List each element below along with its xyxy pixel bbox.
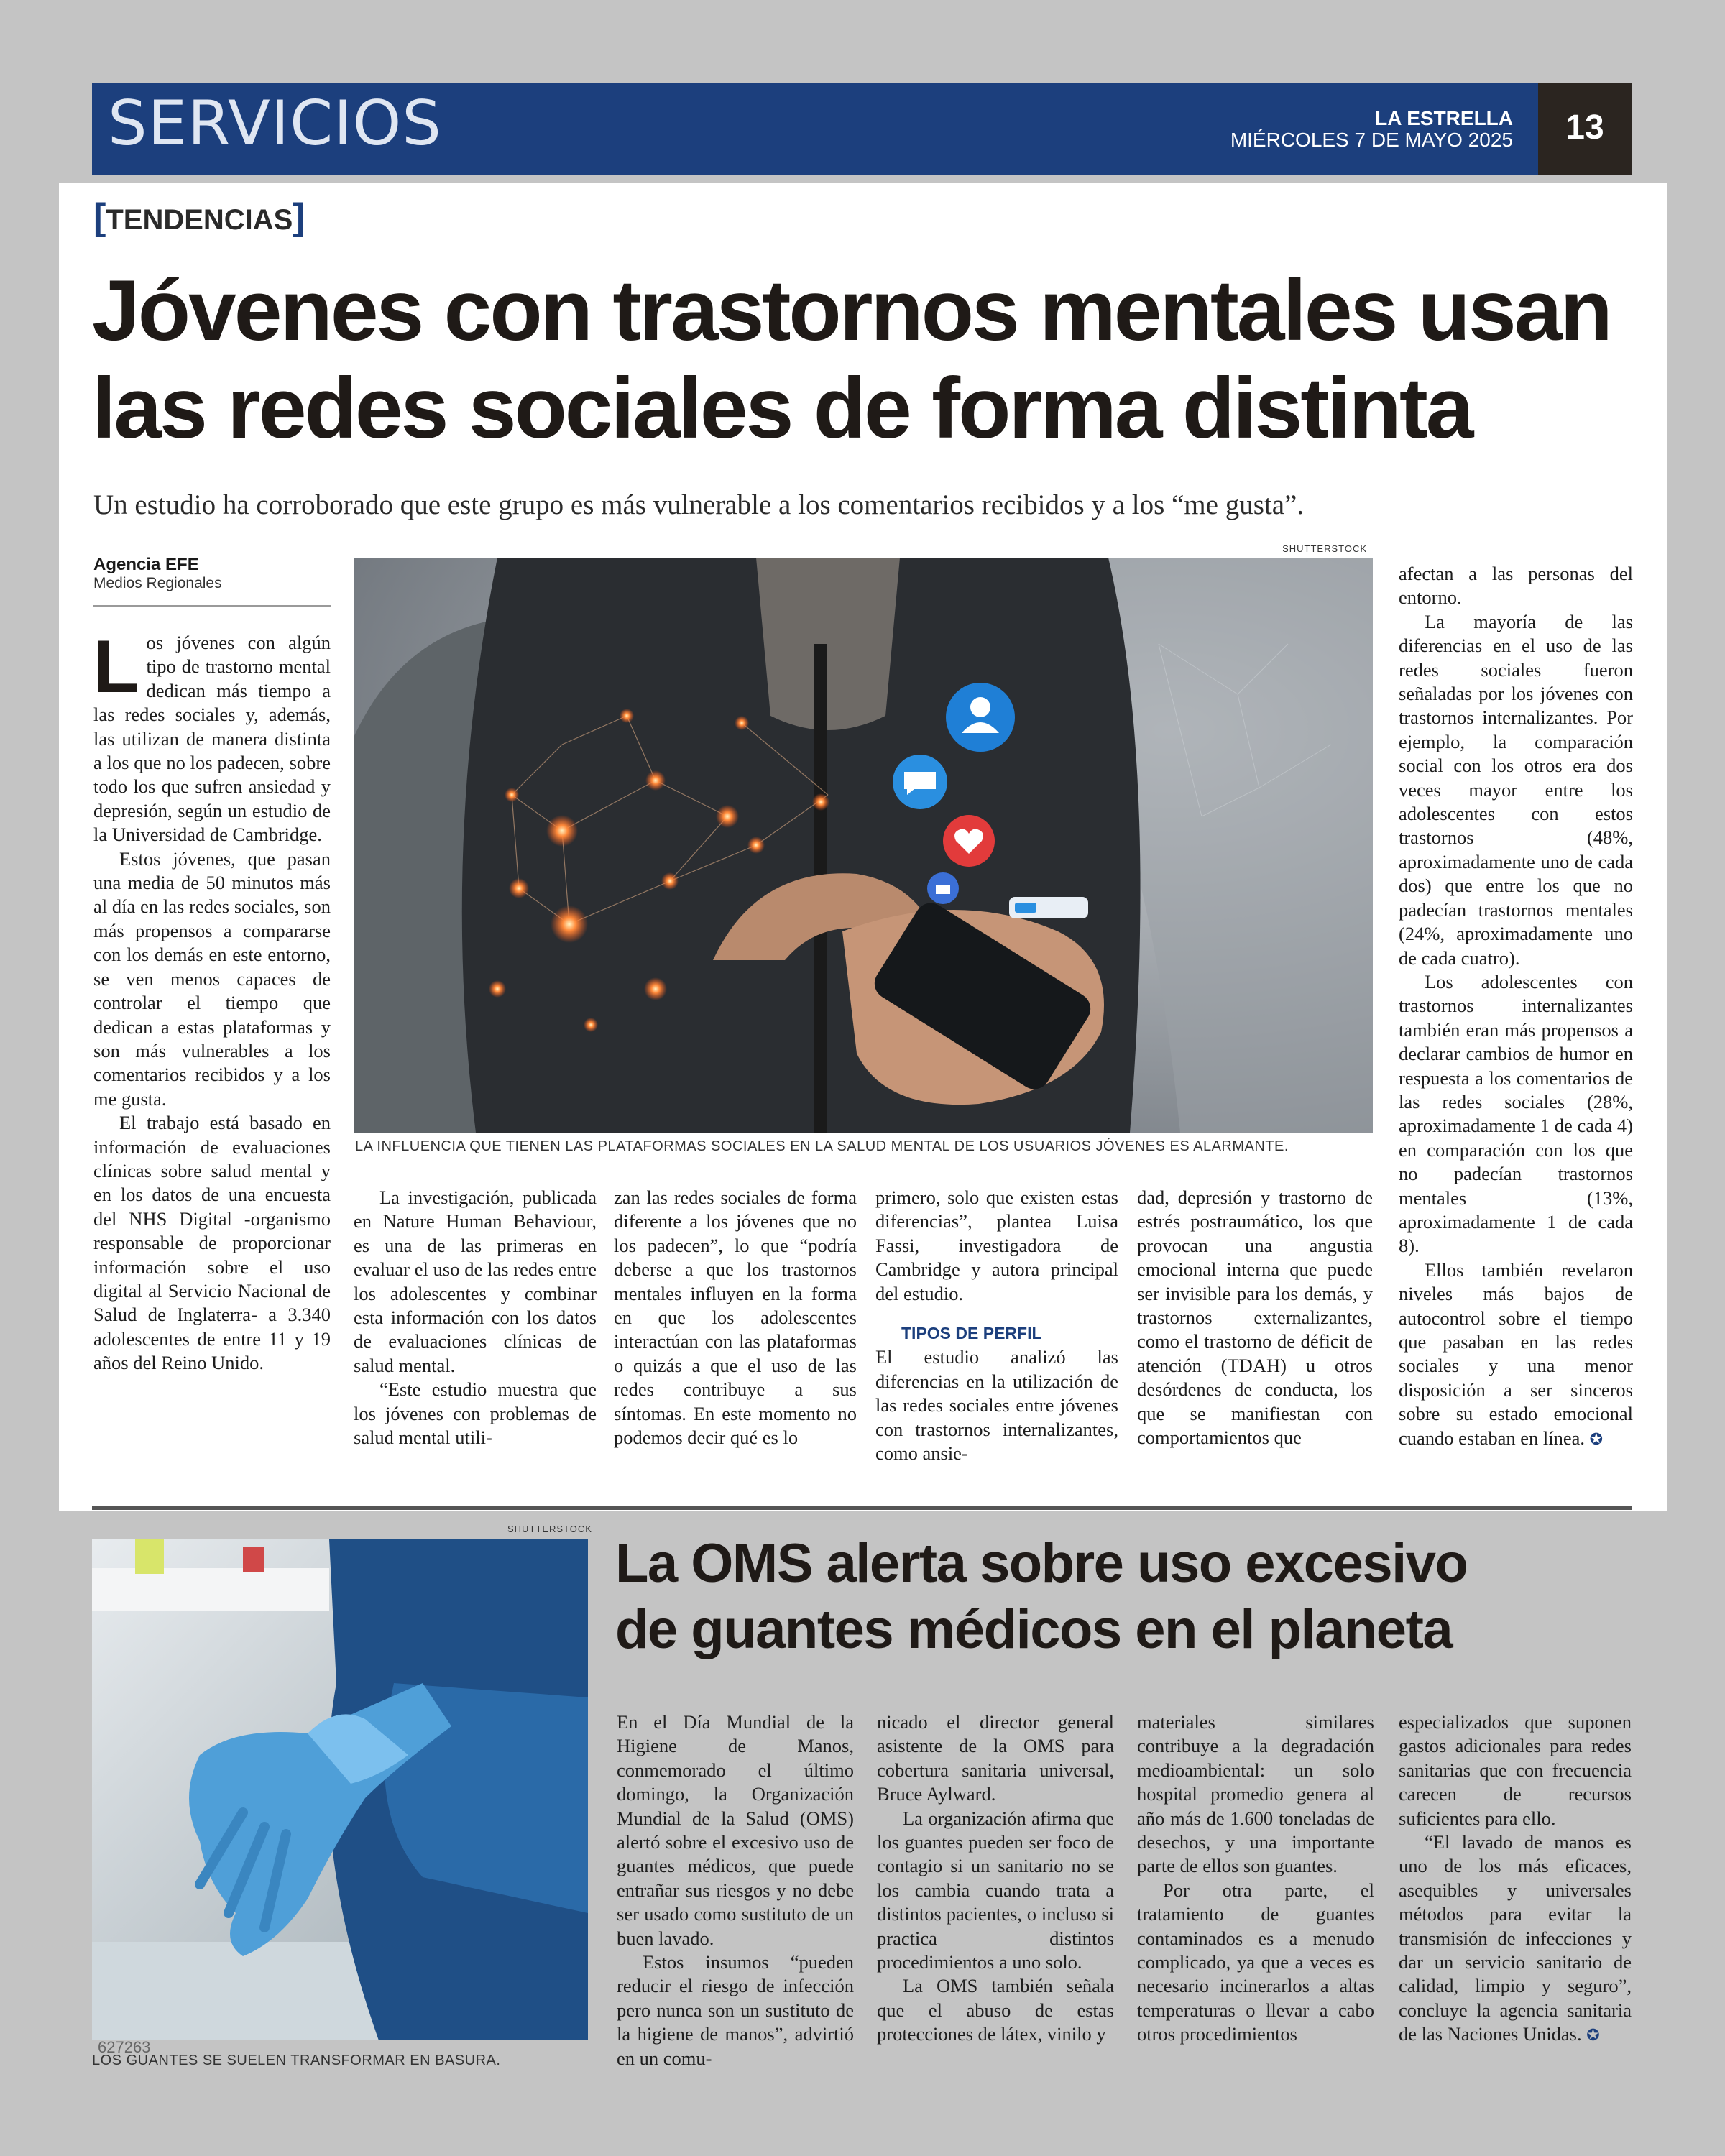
kicker-bracket-open: [	[93, 196, 106, 238]
photo-caption: LA INFLUENCIA QUE TIENEN LAS PLATAFORMAS SOCIALES EN LA SALUD MENTAL DE LOS USUARIOS JÓVENES ES ALARMANTE.	[355, 1138, 1289, 1154]
article-divider	[92, 1506, 1632, 1510]
kicker-bracket-close: ]	[293, 196, 305, 238]
subsection-heading: TIPOS DE PERFIL	[901, 1324, 1042, 1343]
end-mark-icon: ✪	[1589, 1430, 1604, 1449]
paragraph: primero, solo que existen estas diferencias”, plantea Luisa Fassi, investigadora de Cambridge y autora principal del estudio.	[875, 1187, 1118, 1304]
article2-column-1	[617, 1710, 854, 2070]
paragraph: “El lavado de manos es uno de los más eficaces, asequibles y universales métodos para evitar la transmisión de infecciones y dar un servicio sanitario de calidad, limpio y seguro”, concluye la agencia sanitaria de las Naciones Unidas.	[1399, 1831, 1632, 2045]
paragraph: La OMS también señala que el abuso de estas protecciones de látex, vinilo y	[877, 1975, 1114, 2045]
subheadline: Un estudio ha corroborado que este grupo es más vulnerable a los comentarios recibidos y a los “me gusta”.	[93, 489, 1305, 520]
article2-column-4	[1399, 1710, 1632, 2048]
byline-org: Medios Regionales	[93, 575, 222, 591]
photo-credit: SHUTTERSTOCK	[1282, 543, 1367, 554]
headline	[92, 262, 1644, 457]
end-mark-icon: ✪	[1586, 2027, 1600, 2045]
paragraph: El trabajo está basado en información de evaluaciones clínicas sobre salud mental y en los datos de una encuesta del NHS Digital -organismo responsable de proporcionar información sobre el uso digital al Servicio Nacional de Salud de Inglaterra- a 3.340 adolescentes de entre 11 y 19 años del Reino Unido.	[93, 1112, 331, 1374]
chat-icon	[893, 755, 947, 809]
article-column-1	[93, 625, 331, 1376]
headline-line-1: Jóvenes con trastornos mentales usan	[92, 262, 1611, 359]
main-photo	[354, 558, 1373, 1133]
paragraph: especializados que suponen gastos adicionales para redes sanitarias que con frecuencia carecen de recursos suficientes para ello.	[1399, 1711, 1632, 1829]
paragraph: Estos jóvenes, que pasan una media de 50 minutos más al día en las redes sociales, son más propensos a compararse con los demás en este entorno, se ven menos capaces de controlar el tiempo que dedican a estas plataformas y son más vulnerables a los comentarios recibidos y a los me gusta.	[93, 847, 331, 1110]
paragraph: La mayoría de las diferencias en el uso de las redes sociales fueron señaladas por los jóvenes con trastornos internalizantes. Por ejemplo, la comparación social con los otros era dos veces mayor entre los adolescentes con estos trastornos (48%, aproximadamente uno de cada dos) que entre los que no padecían trastornos mentales (24%, aproximadamente uno de cada cuatro).	[1399, 610, 1633, 969]
main-article	[59, 183, 1668, 1511]
photo-watermark: 627263	[98, 2038, 151, 2056]
paragraph: nicado el director general asistente de la OMS para cobertura sanitaria universal, Bruce Aylward.	[877, 1711, 1114, 1805]
paragraph: Estos insumos “pueden reducir el riesgo de infección pero nunca son un sustituto de la higiene de manos”, advirtió en un comu-	[617, 1951, 854, 2069]
heart-icon	[943, 815, 995, 867]
article2-column-2	[877, 1710, 1114, 2047]
masthead	[1230, 108, 1513, 151]
page-header	[92, 83, 1632, 175]
page-number: 13	[1538, 83, 1632, 175]
user-icon	[946, 683, 1015, 752]
headline-line-2: las redes sociales de forma distinta	[92, 360, 1472, 456]
article-column-5	[1137, 1186, 1373, 1450]
headline-2	[615, 1531, 1636, 1663]
kicker	[93, 195, 305, 239]
paragraph: La investigación, publicada en Nature Human Behaviour, es una de las primeras en evaluar el uso de las redes entre los adolescentes y combinar esta información con los datos de evaluaciones clínicas de salud mental.	[354, 1187, 597, 1376]
headline-2-line-1: La OMS alerta sobre uso excesivo	[615, 1533, 1468, 1594]
gloves-photo	[92, 1539, 588, 2040]
kicker-label: TENDENCIAS	[106, 204, 293, 236]
article2-column-3	[1137, 1710, 1374, 2047]
progress-pill-icon	[1009, 897, 1088, 918]
byline-author: Agencia EFE	[93, 555, 199, 574]
paragraph: Ellos también revelaron niveles más bajos de autocontrol sobre el tiempo que pasaban en las redes sociales y una menor disposición a ser sinceros sobre su estado emocional cuando estaban en línea.	[1399, 1258, 1633, 1449]
paragraph: En el Día Mundial de la Higiene de Manos, conmemorado el último domingo, la Organización Mundial de la Salud (OMS) alertó sobre el excesivo uso de guantes médicos, que puede entrañar sus riesgos y no debe ser usado como sustituto de un buen lavado.	[617, 1711, 854, 1949]
gloves-photo-caption: LOS GUANTES SE SUELEN TRANSFORMAR EN BASURA.	[92, 2053, 501, 2068]
dropcap: L	[93, 625, 139, 709]
gloves-photo-credit: SHUTTERSTOCK	[507, 1524, 592, 1534]
article-column-3	[614, 1186, 857, 1450]
headline-2-line-2: de guantes médicos en el planeta	[615, 1599, 1453, 1660]
phone-social-network-illustration	[354, 558, 1373, 1133]
blue-gloves-illustration	[92, 1539, 588, 2040]
paragraph: os jóvenes con algún tipo de trastorno mental dedican más tiempo a las redes sociales y, además, las utilizan de manera distinta a los que no los padecen, sobre todo los que sufren ansiedad y depresión, según un estudio de la Universidad de Cambridge.	[93, 632, 331, 846]
paragraph: Los adolescentes con trastornos internalizantes también eran más propensos a declarar cambios de humor en respuesta a los comentarios de las redes sociales (28%, aproximadamente 1 de cada 4) en comparación con los que no padecían trastornos mentales (13%, aproximadamente 1 de cada 8).	[1399, 970, 1633, 1257]
newspaper-name: LA ESTRELLA	[1375, 107, 1513, 129]
paragraph: Por otra parte, el tratamiento de guantes contaminados es a menudo complicado, ya que a veces es necesario incinerarlos a altas temperaturas o llevar a cabo otros procedimientos	[1137, 1879, 1374, 2045]
paragraph: “Este estudio muestra que los jóvenes con problemas de salud mental utili-	[354, 1378, 597, 1449]
paragraph: El estudio analizó las diferencias en la utilización de las redes sociales entre jóvenes con trastornos internalizantes, como ansie-	[875, 1346, 1118, 1465]
paragraph: zan las redes sociales de forma diferente a los jóvenes que no los padecen”, lo que “podría deberse a que los trastornos mentales influyen en la forma en que los adolescentes interactúan con las plataformas o quizás a que el uso de las redes contribuye a sus síntomas. En este momento no podemos decir qué es lo	[614, 1187, 857, 1449]
article-column-4	[875, 1186, 1118, 1465]
paragraph: afectan a las personas del entorno.	[1399, 563, 1633, 609]
paragraph: dad, depresión y trastorno de estrés postraumático, los que provocan una angustia emocional interna que puede ser invisible para los demás, y trastornos externalizantes, como el trastorno de déficit de atención (TDAH) u otros desórdenes de conducta, los que se manifiestan con comportamientos que	[1137, 1187, 1373, 1449]
article-column-2	[354, 1186, 597, 1450]
like-icon	[927, 872, 959, 904]
paragraph: La organización afirma que los guantes pueden ser foco de contagio si un sanitario no se los cambia cuando trata a distintos pacientes, o incluso si practica distintos procedimientos a uno solo.	[877, 1807, 1114, 1973]
issue-date: MIÉRCOLES 7 DE MAYO 2025	[1230, 129, 1513, 151]
paragraph: materiales similares contribuye a la degradación medioambiental: un solo hospital promedio genera al año más de 1.600 toneladas de desechos, y una importante parte de ellos son guantes.	[1137, 1711, 1374, 1877]
byline	[93, 555, 331, 607]
article-column-6	[1399, 562, 1633, 1452]
section-title: SERVICIOS	[108, 88, 442, 160]
